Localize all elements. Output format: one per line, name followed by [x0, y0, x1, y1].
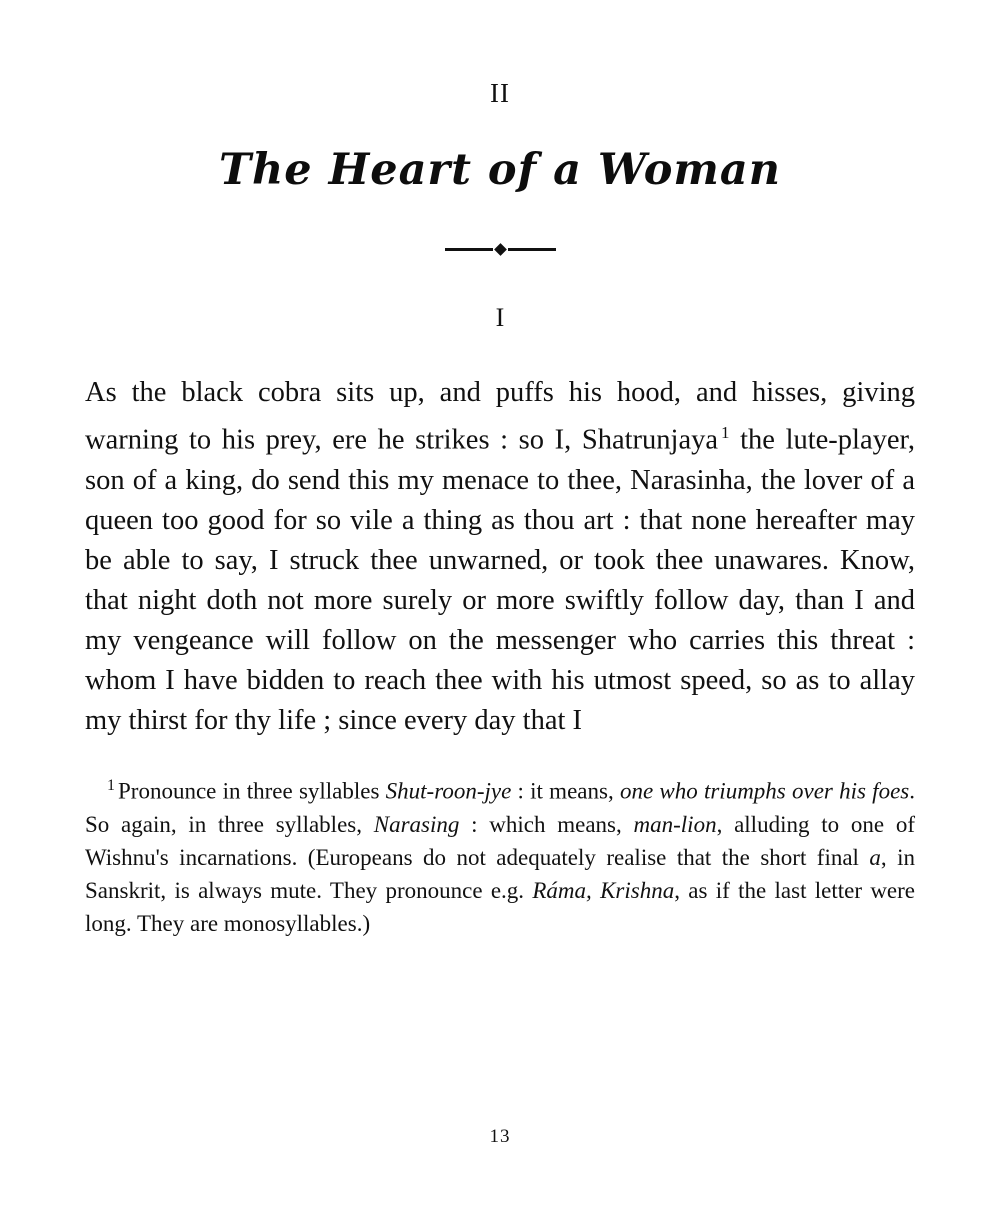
- page-number: 13: [489, 1126, 511, 1147]
- body-paragraph: [85, 373, 915, 741]
- footnote-segment-7: , as if the last letter were long. They are monosyllables.): [85, 877, 916, 936]
- footnote-segment-5: , alluding to one of Wishnu's incarnations. (Europeans do not adequately realise that the short final: [85, 811, 915, 870]
- footnote-emphasis-1: Shut-roon-jye: [385, 778, 512, 804]
- footnote-emphasis-2: one who triumphs over his foes: [619, 778, 910, 804]
- footnote-emphasis-3: Narasing: [373, 811, 460, 837]
- body-text-part-one: As the black cobra sits up, and puffs his hood, and hisses, giving warning to his prey, ere he strikes : so I, Shatrunjaya: [85, 377, 915, 456]
- ornament-bar-right: [508, 248, 556, 251]
- footnote-marker: 1: [107, 777, 115, 794]
- chapter-number: II: [490, 78, 510, 108]
- footnote-segment-6: , in Sanskrit, is always mute. They pronounce e.g.: [85, 844, 916, 903]
- footnote-reference[interactable]: 1: [721, 423, 730, 442]
- footnote: [85, 769, 915, 940]
- footnote-emphasis-5: a: [869, 844, 881, 870]
- footnote-segment-3: . So again, in three syllables,: [85, 778, 915, 837]
- footnote-emphasis-4: man-lion: [633, 811, 717, 837]
- section-number: I: [495, 303, 505, 332]
- footnote-segment-1: Pronounce in three syllables: [118, 778, 386, 804]
- footnote-segment-4: : which means,: [459, 811, 634, 837]
- footnote-emphasis-6: Ráma, Krishna: [532, 877, 675, 903]
- body-text-part-two: the lute-player, son of a king, do send this my menace to thee, Narasinha, the lover of a queen too good for so vile a thing as thou art : that none hereafter may be able to say, I struck thee unwarned, or took thee unawares. Know, that night doth not more surely or more swiftly follow day, than I and my vengeance will follow on the messenger who carries this threat : whom I have bidden to reach thee with his utmost speed, so as to allay my thirst for thy life ; since every day that I: [85, 424, 915, 736]
- page-title: The Heart of a Woman: [219, 145, 781, 195]
- footnote-segment-2: : it means,: [511, 778, 620, 804]
- book-page: [0, 78, 1000, 1232]
- ornament-divider: [85, 239, 915, 259]
- ornament-diamond-icon: [494, 243, 507, 256]
- ornament-bar-left: [445, 248, 493, 251]
